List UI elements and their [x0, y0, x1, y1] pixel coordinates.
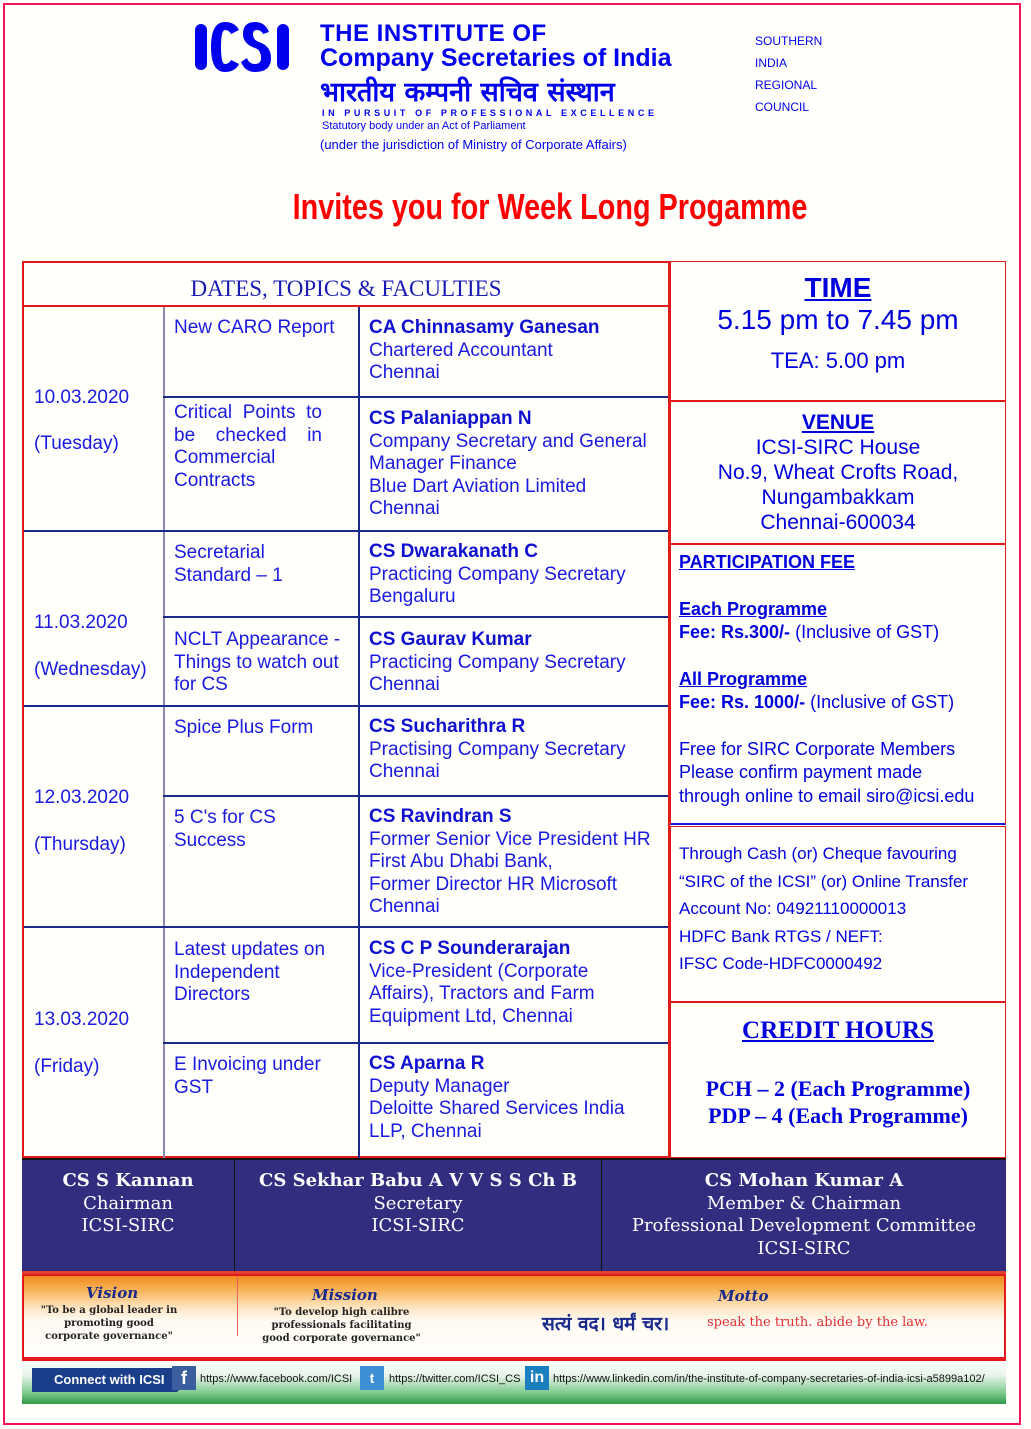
credit-line: PCH – 2 (Each Programme) [705, 1076, 971, 1101]
time-range: 5.15 pm to 7.45 pm [717, 304, 959, 335]
bearer-role: Secretary [373, 1192, 463, 1214]
day-date: 12.03.2020 [34, 787, 130, 808]
session-faculty [369, 629, 665, 697]
faculty-detail: Equipment Ltd, Chennai [369, 1005, 573, 1027]
fee-panel [670, 544, 1006, 825]
payment-line: IFSC Code-HDFC0000492 [679, 954, 883, 973]
jurisdiction-note: (under the jurisdiction of Ministry of Corporate Affairs) [320, 137, 627, 152]
day-date: 13.03.2020 [34, 1009, 130, 1030]
time-panel [670, 261, 1006, 401]
statutory-note: Statutory body under an Act of Parliament [322, 120, 526, 132]
payment-line: HDFC Bank RTGS / NEFT: [679, 926, 883, 946]
credit-heading: CREDIT HOURS [742, 1017, 934, 1044]
faculty-name: CS Sucharithra R [369, 716, 526, 737]
region-line: INDIA [755, 56, 788, 70]
faculty-detail: Practicing Company Secretary [369, 651, 626, 673]
faculty-detail: Vice-President (Corporate [369, 960, 589, 982]
institute-line1: THE INSTITUTE OF [320, 20, 547, 47]
vision-title: Vision [86, 1284, 139, 1302]
session-topic: NCLT Appearance - Things to watch out for CS [174, 629, 341, 695]
institute-line2: Company Secretaries of India [320, 44, 672, 72]
faculty-name: CS Palaniappan N [369, 408, 532, 429]
faculty-detail: Chartered Accountant [369, 339, 553, 361]
faculty-detail: Practising Company Secretary [369, 738, 626, 760]
region-line: COUNCIL [755, 100, 810, 114]
session-faculty [369, 317, 665, 385]
payment-line: “SIRC of the ICSI” (or) Online Transfer [679, 871, 969, 891]
faculty-name: CA Chinnasamy Ganesan [369, 317, 600, 338]
region-line: SOUTHERN [755, 34, 823, 48]
faculty-name: CS C P Sounderarajan [369, 938, 571, 959]
faculty-detail: First Abu Dhabi Bank, [369, 851, 553, 872]
fee-note: through online to email siro@icsi.edu [679, 785, 975, 806]
fee-note: Please confirm payment made [679, 762, 923, 782]
vision-text: "To be a global leader in promoting good corporate governance" [40, 1305, 178, 1342]
facebook-icon[interactable]: f [172, 1366, 196, 1390]
region-line: REGIONAL [755, 78, 818, 92]
payment-line: Through Cash (or) Cheque favouring [679, 844, 957, 863]
faculty-name: CS Gaurav Kumar [369, 629, 532, 650]
region-label [755, 30, 822, 118]
faculty-detail: Chennai [369, 761, 440, 782]
office-bearers [22, 1158, 1006, 1274]
faculty-detail: Former Director HR Microsoft [369, 873, 618, 895]
venue-line: Nungambakkam [761, 486, 915, 509]
session-topic: 5 C's for CS Success [174, 807, 276, 851]
session-topic: Spice Plus Form [174, 717, 314, 738]
session-faculty [369, 1053, 665, 1143]
tea-time: TEA: 5.00 pm [770, 348, 906, 373]
bearer-role: Chairman [83, 1192, 173, 1214]
faculty-detail: Former Senior Vice President HR [369, 828, 651, 850]
time-heading: TIME [804, 272, 872, 303]
bearer-name: CS S Kannan [62, 1170, 194, 1191]
page-title: Invites you for Week Long Progamme [292, 186, 808, 227]
venue-line: ICSI-SIRC House [755, 436, 921, 459]
session-faculty [369, 716, 665, 784]
faculty-detail: Company Secretary and General [369, 430, 647, 452]
session-faculty [369, 938, 665, 1028]
bearer-name: CS Sekhar Babu A V V S S Ch B [259, 1170, 577, 1191]
day-weekday: (Thursday) [34, 834, 126, 855]
day-date: 10.03.2020 [34, 387, 130, 408]
vision-mission-band [22, 1274, 1006, 1359]
payment-panel [670, 826, 1006, 1002]
session-faculty [369, 806, 665, 919]
bearer-role: ICSI-SIRC [757, 1237, 851, 1259]
day-date: 11.03.2020 [34, 612, 128, 633]
bearer-role: ICSI-SIRC [371, 1215, 465, 1236]
faculty-detail: Blue Dart Aviation Limited [369, 475, 587, 497]
schedule-table [22, 261, 670, 1158]
bearer-name: CS Mohan Kumar A [704, 1170, 904, 1191]
linkedin-icon[interactable]: in [525, 1366, 549, 1390]
twitter-link[interactable]: https://twitter.com/ICSI_CS [389, 1373, 521, 1385]
faculty-detail: Affairs), Tractors and Farm [369, 983, 595, 1004]
motto-title: Motto [718, 1287, 769, 1305]
column-divider [163, 307, 165, 1158]
session-topic: New CARO Report [174, 317, 335, 338]
row-divider [163, 795, 668, 797]
each-programme-label: Each Programme [679, 598, 828, 619]
row-divider [24, 705, 668, 707]
twitter-icon[interactable]: t [360, 1366, 384, 1390]
faculty-detail: Deputy Manager [369, 1075, 510, 1097]
icsi-logo [195, 20, 293, 74]
faculty-detail: Practicing Company Secretary [369, 563, 626, 585]
mission-text: "To develop high calibre professionals facilitating good corporate governance" [262, 1307, 421, 1344]
schedule-heading: DATES, TOPICS & FACULTIES [24, 263, 668, 307]
bearer [602, 1160, 1006, 1271]
faculty-detail: Chennai [369, 498, 440, 519]
all-programme-label: All Programme [679, 668, 808, 689]
venue-line: No.9, Wheat Crofts Road, [717, 461, 959, 484]
bearer-role: Professional Development Committee [631, 1215, 977, 1236]
connect-band [22, 1359, 1006, 1404]
mission-title: Mission [312, 1286, 378, 1304]
faculty-detail: Chennai [369, 362, 440, 383]
column-divider [358, 307, 360, 1158]
credit-line: PDP – 4 (Each Programme) [708, 1103, 968, 1128]
session-faculty [369, 408, 665, 521]
payment-line: Account No: 04921110000013 [679, 899, 907, 918]
session-faculty [369, 541, 665, 609]
band-divider [237, 1276, 238, 1336]
row-divider [163, 1042, 668, 1044]
facebook-link[interactable]: https://www.facebook.com/ICSI [200, 1373, 353, 1385]
venue-panel [670, 401, 1006, 544]
institute-hindi-name: भारतीय कम्पनी सचिव संस्थान [320, 77, 615, 108]
bearer-role: ICSI-SIRC [81, 1215, 175, 1236]
faculty-detail: LLP, Chennai [369, 1120, 482, 1142]
faculty-detail: Deloitte Shared Services India [369, 1098, 625, 1119]
session-topic: Secretarial Standard – 1 [174, 542, 283, 586]
bearer [235, 1160, 601, 1271]
day-weekday: (Wednesday) [34, 659, 147, 680]
faculty-name: CS Dwarakanath C [369, 541, 538, 562]
session-topic: Critical Points to be checked in Commercial Contracts [174, 402, 322, 491]
row-divider [163, 616, 668, 618]
session-topic: Latest updates on Independent Directors [174, 939, 326, 1005]
bearer [22, 1160, 234, 1271]
row-divider [24, 926, 668, 928]
tagline: IN PURSUIT OF PROFESSIONAL EXCELLENCE [322, 108, 658, 118]
connect-with-icsi-label: Connect with ICSI [32, 1368, 177, 1392]
day-weekday: (Friday) [34, 1056, 100, 1077]
fee-heading: PARTICIPATION FEE [679, 552, 856, 572]
faculty-detail: Bengaluru [369, 586, 456, 607]
faculty-detail: Chennai [369, 674, 440, 695]
each-programme-fee: Fee: Rs.300/- (Inclusive of GST) [679, 622, 940, 642]
row-divider [24, 530, 668, 532]
venue-line: Chennai-600034 [760, 511, 916, 534]
faculty-name: CS Aparna R [369, 1053, 485, 1074]
motto-hindi: सत्यं वद। धर्मं चर। [542, 1313, 670, 1335]
bearer-role: Member & Chairman [706, 1192, 902, 1214]
faculty-detail: Manager Finance [369, 453, 517, 474]
fee-note: Free for SIRC Corporate Members [679, 738, 956, 759]
faculty-detail: Chennai [369, 896, 440, 917]
motto-english: speak the truth. abide by the law. [707, 1315, 928, 1330]
day-weekday: (Tuesday) [34, 433, 119, 454]
venue-heading: VENUE [801, 411, 875, 434]
credit-panel [670, 1002, 1006, 1158]
faculty-name: CS Ravindran S [369, 806, 512, 827]
linkedin-link[interactable]: https://www.linkedin.com/in/the-institute-of-company-secretaries-of-india-icsi-a5899a102/ [553, 1373, 985, 1385]
session-topic: E Invoicing under GST [174, 1054, 321, 1098]
row-divider [163, 396, 668, 398]
all-programme-fee: Fee: Rs. 1000/- (Inclusive of GST) [679, 692, 955, 712]
